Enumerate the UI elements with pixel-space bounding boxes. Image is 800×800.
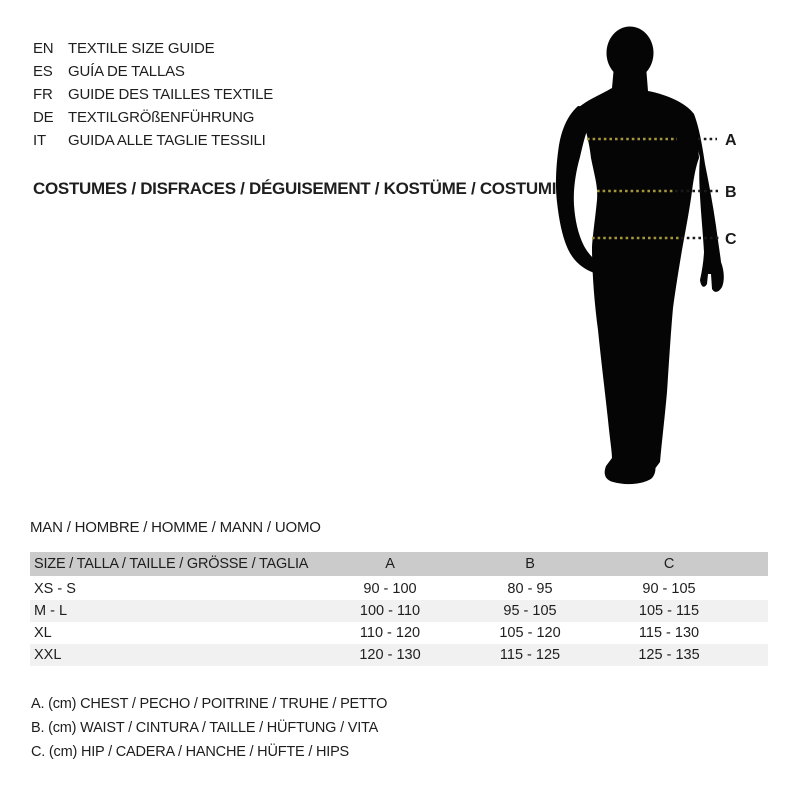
- table-header-row: [30, 552, 768, 577]
- cell-c: 90 - 105: [642, 581, 696, 597]
- measurement-label-a: A: [725, 132, 737, 149]
- table-row: [30, 600, 768, 622]
- header-c: C: [600, 552, 738, 577]
- language-row-en: [33, 37, 273, 60]
- cell-size: XL: [34, 625, 52, 641]
- language-label: GUÍA DE TALLAS: [68, 63, 185, 80]
- cell-c: 115 - 130: [638, 625, 700, 641]
- language-label: TEXTILGRÖßENFÜHRUNG: [68, 109, 255, 126]
- cell-b: 95 - 105: [503, 603, 557, 619]
- language-label: GUIDA ALLE TAGLIE TESSILI: [68, 132, 266, 149]
- language-row-de: [33, 106, 273, 129]
- header-b: B: [460, 552, 600, 577]
- table-row: [30, 622, 768, 644]
- header-a: A: [320, 552, 460, 577]
- header-spacer: [738, 552, 768, 577]
- cell-b: 115 - 125: [499, 647, 561, 663]
- cell-a: 110 - 120: [359, 625, 421, 641]
- language-code: FR: [33, 86, 53, 103]
- cell-spacer: [738, 622, 768, 644]
- table-title-man: MAN / HOMBRE / HOMME / MANN / UOMO: [30, 519, 321, 536]
- cell-spacer: [738, 577, 768, 600]
- language-row-fr: [33, 83, 273, 106]
- cell-b: 80 - 95: [507, 581, 553, 597]
- language-row-es: [33, 60, 273, 83]
- table-row: [30, 577, 768, 600]
- size-figure: [540, 10, 790, 530]
- measurement-label-b: B: [725, 184, 737, 201]
- language-label: GUIDE DES TAILLES TEXTILE: [68, 86, 274, 103]
- language-code: ES: [33, 63, 53, 80]
- note-waist: B. (cm) WAIST / CINTURA / TAILLE / HÜFTUNG / VITA: [31, 720, 379, 736]
- cell-b: 105 - 120: [499, 625, 561, 641]
- language-code: DE: [33, 109, 54, 126]
- man-silhouette: [556, 27, 724, 485]
- size-table: [30, 552, 768, 666]
- language-list: [33, 37, 273, 152]
- table-row: [30, 644, 768, 666]
- cell-size: XXL: [34, 647, 62, 663]
- measurement-labels: [725, 132, 737, 248]
- note-chest: A. (cm) CHEST / PECHO / POITRINE / TRUHE / PETTO: [31, 696, 388, 712]
- cell-size: M - L: [34, 603, 68, 619]
- cell-a: 90 - 100: [363, 581, 417, 597]
- cell-a: 120 - 130: [359, 647, 421, 663]
- cell-size: XS - S: [34, 581, 76, 597]
- category-heading: COSTUMES / DISFRACES / DÉGUISEMENT / KOSTÜME / COSTUMI: [33, 179, 557, 198]
- language-code: EN: [33, 40, 54, 57]
- cell-c: 105 - 115: [638, 603, 700, 619]
- cell-c: 125 - 135: [638, 647, 700, 663]
- cell-a: 100 - 110: [359, 603, 421, 619]
- cell-spacer: [738, 600, 768, 622]
- language-row-it: [33, 129, 273, 152]
- note-hip: C. (cm) HIP / CADERA / HANCHE / HÜFTE / HIPS: [31, 744, 350, 760]
- cell-spacer: [738, 644, 768, 666]
- measurement-notes: [31, 692, 387, 764]
- language-code: IT: [33, 132, 46, 149]
- silhouette-body: [577, 66, 699, 484]
- header-size: SIZE / TALLA / TAILLE / GRÖSSE / TAGLIA: [30, 552, 320, 577]
- language-label: TEXTILE SIZE GUIDE: [68, 40, 215, 57]
- measurement-label-c: C: [725, 231, 737, 248]
- man-silhouette-svg: [540, 10, 790, 530]
